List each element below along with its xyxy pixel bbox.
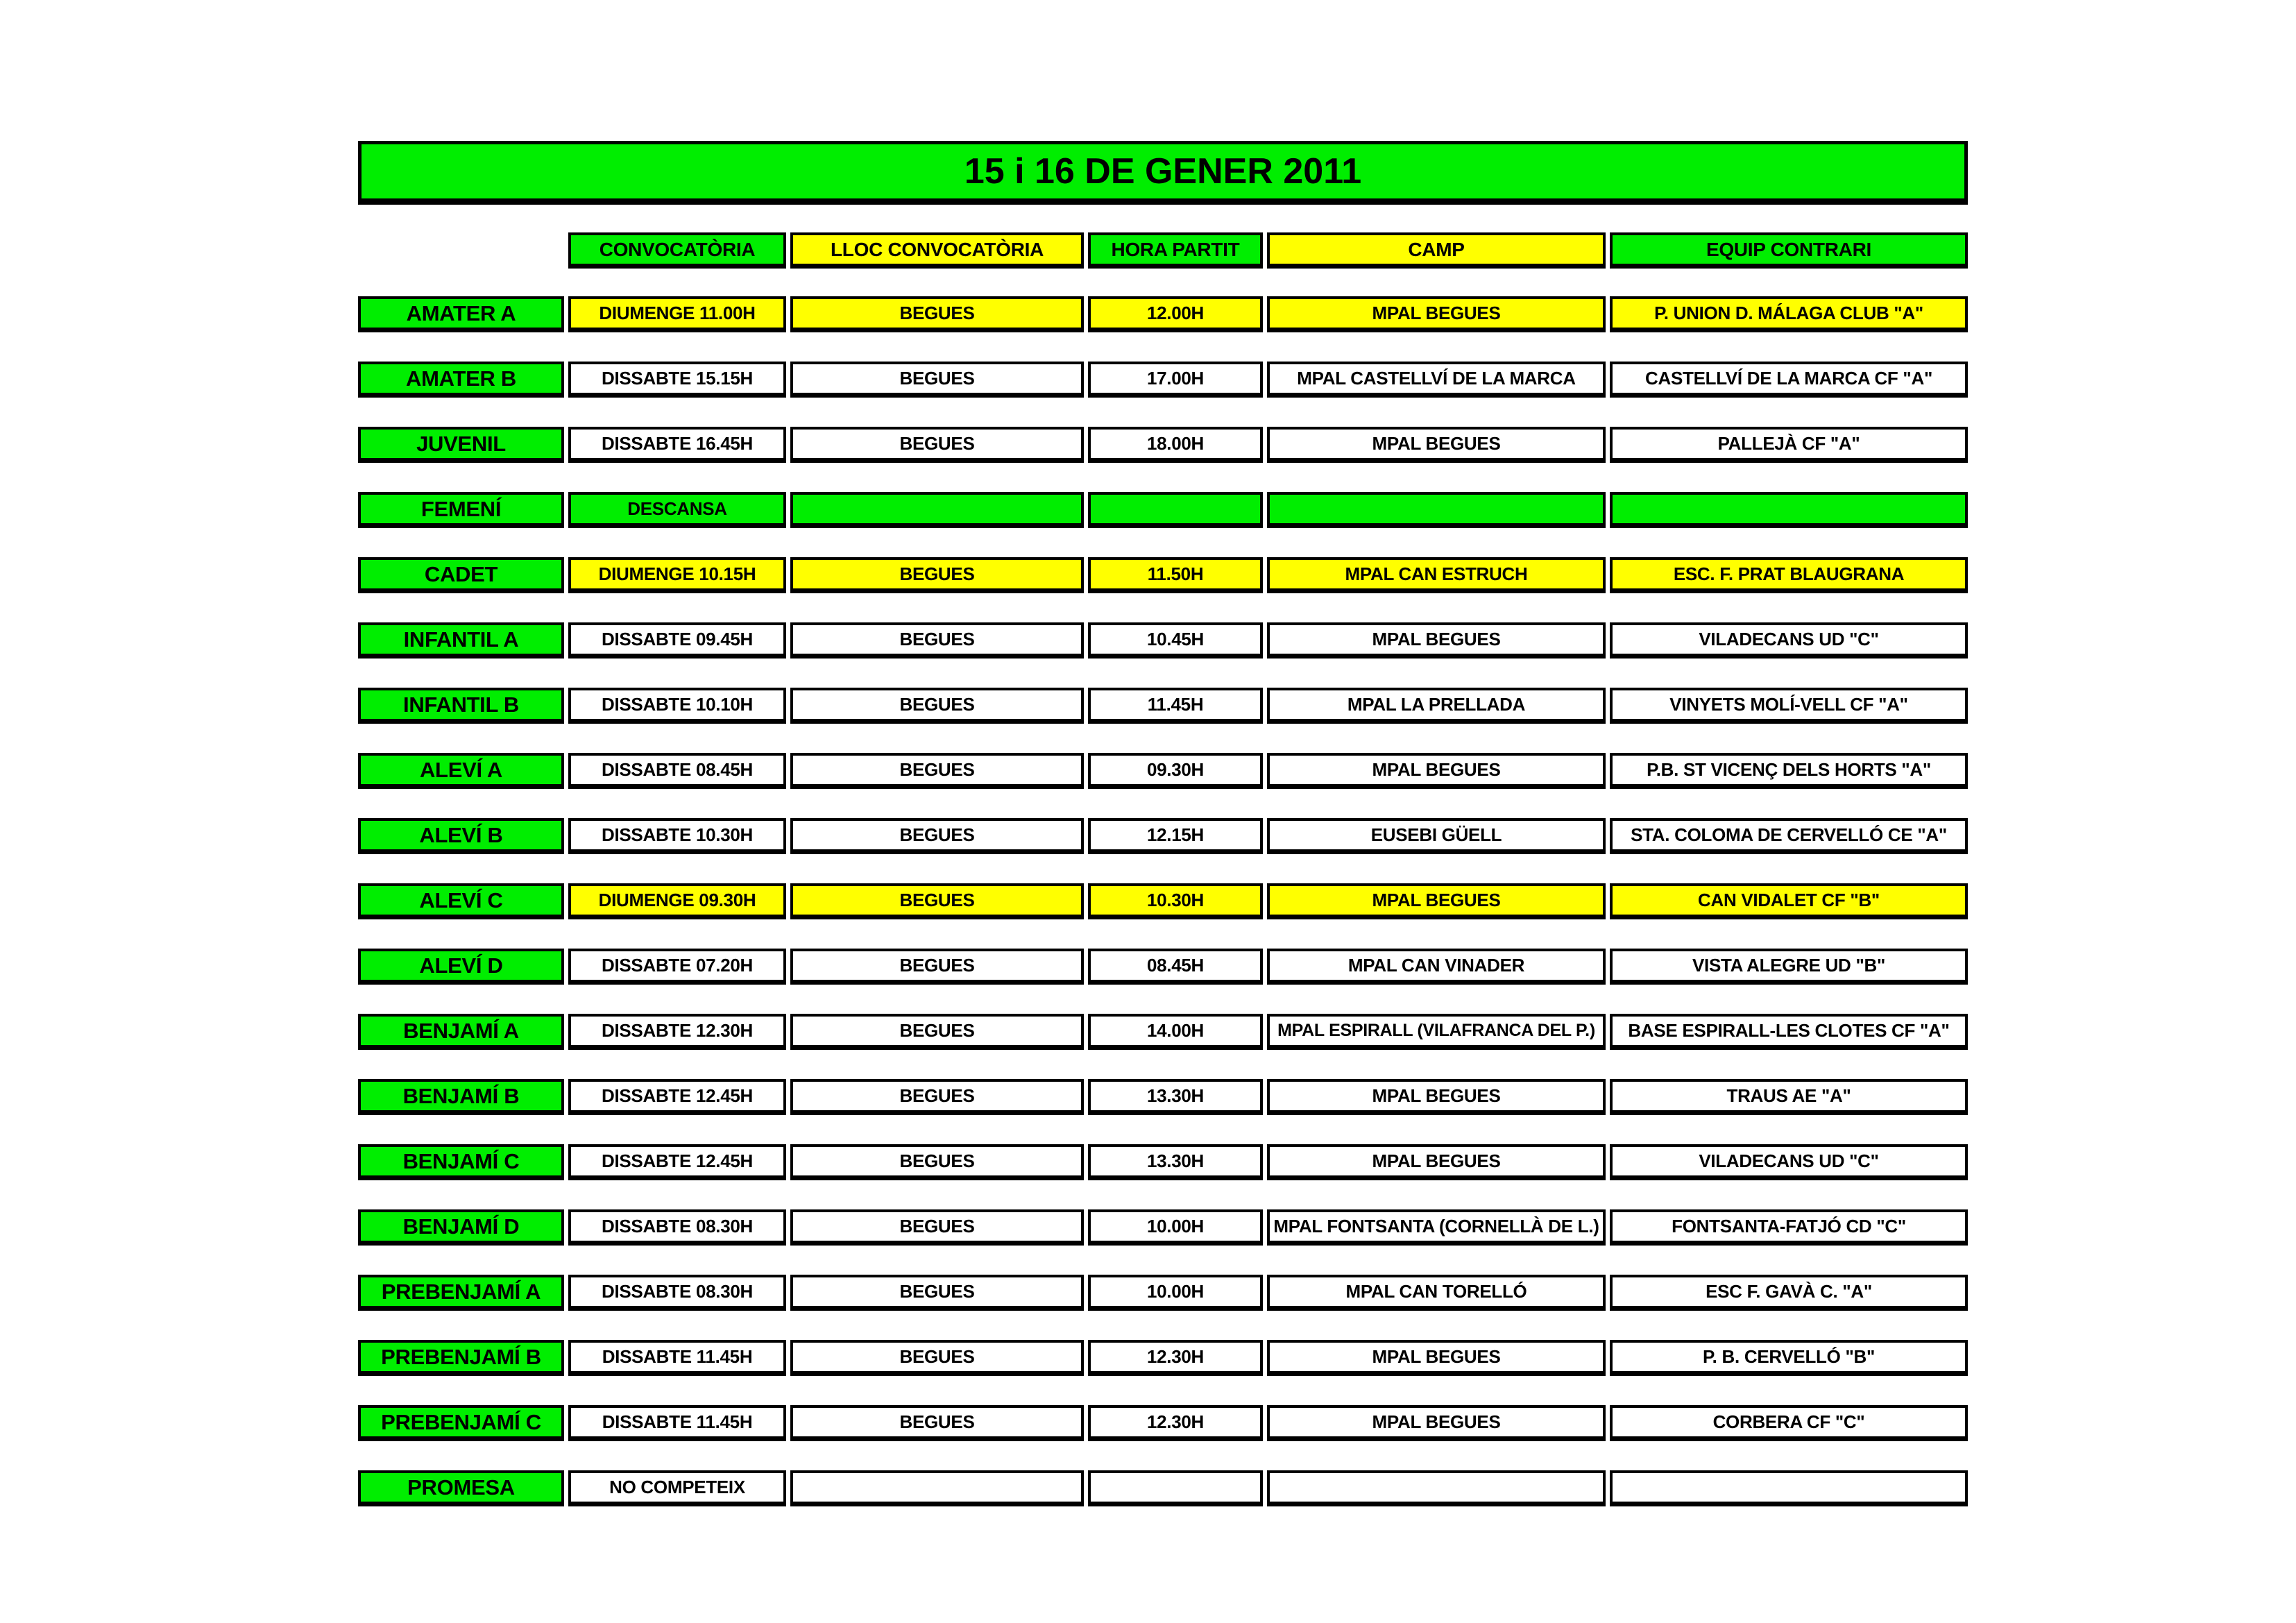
table-row-prebenjam-b [358,1340,1968,1376]
lloc-convocatoria-cell: BEGUES [790,362,1084,398]
header-camp: CAMP [1267,232,1606,269]
equip-contrari-cell: BASE ESPIRALL-LES CLOTES CF "A" [1610,1014,1968,1050]
page-title [358,141,1968,205]
camp-cell: MPAL BEGUES [1267,1405,1606,1441]
hora-partit-cell: 10.00H [1088,1275,1263,1311]
equip-contrari-cell: VILADECANS UD "C" [1610,1144,1968,1180]
convocatoria-cell: DISSABTE 12.45H [568,1079,786,1115]
convocatoria-cell: DISSABTE 08.45H [568,753,786,789]
convocatoria-cell: DISSABTE 12.30H [568,1014,786,1050]
team-label-cell: AMATER B [358,362,564,398]
header-hora-partit: HORA PARTIT [1088,232,1263,269]
camp-cell: MPAL BEGUES [1267,753,1606,789]
convocatoria-cell: DIUMENGE 11.00H [568,296,786,332]
hora-partit-cell [1088,492,1263,528]
lloc-convocatoria-cell: BEGUES [790,1079,1084,1115]
team-label-cell: BENJAMÍ D [358,1209,564,1246]
hora-partit-cell: 12.30H [1088,1405,1263,1441]
lloc-convocatoria-cell: BEGUES [790,1144,1084,1180]
schedule-sheet [358,141,1968,1506]
page-title-text: 15 i 16 DE GENER 2011 [964,151,1362,192]
team-label-cell: PREBENJAMÍ C [358,1405,564,1441]
convocatoria-cell: DISSABTE 16.45H [568,427,786,463]
camp-cell: MPAL BEGUES [1267,296,1606,332]
lloc-convocatoria-cell: BEGUES [790,753,1084,789]
camp-cell: MPAL BEGUES [1267,1340,1606,1376]
team-label-cell: BENJAMÍ C [358,1144,564,1180]
equip-contrari-cell: PALLEJÀ CF "A" [1610,427,1968,463]
camp-cell: MPAL BEGUES [1267,1144,1606,1180]
camp-cell: MPAL BEGUES [1267,427,1606,463]
camp-cell: MPAL CAN ESTRUCH [1267,557,1606,593]
lloc-convocatoria-cell: BEGUES [790,296,1084,332]
table-row-juvenil [358,427,1968,463]
camp-cell: MPAL BEGUES [1267,1079,1606,1115]
camp-cell: MPAL BEGUES [1267,883,1606,919]
hora-partit-cell: 12.15H [1088,818,1263,854]
camp-cell: MPAL CAN VINADER [1267,949,1606,985]
header-row [568,232,1968,269]
equip-contrari-cell: TRAUS AE "A" [1610,1079,1968,1115]
equip-contrari-cell: FONTSANTA-FATJÓ CD "C" [1610,1209,1968,1246]
convocatoria-cell: DISSABTE 15.15H [568,362,786,398]
lloc-convocatoria-cell: BEGUES [790,1209,1084,1246]
table-row-cadet [358,557,1968,593]
team-label-cell: ALEVÍ D [358,949,564,985]
table-row-benjam-a [358,1014,1968,1050]
equip-contrari-cell: ESC. F. PRAT BLAUGRANA [1610,557,1968,593]
convocatoria-cell: DISSABTE 07.20H [568,949,786,985]
equip-contrari-cell [1610,1470,1968,1506]
equip-contrari-cell [1610,492,1968,528]
equip-contrari-cell: CORBERA CF "C" [1610,1405,1968,1441]
lloc-convocatoria-cell: BEGUES [790,427,1084,463]
camp-cell: EUSEBI GÜELL [1267,818,1606,854]
equip-contrari-cell: CAN VIDALET CF "B" [1610,883,1968,919]
schedule-rows [358,296,1968,1506]
team-label-cell: JUVENIL [358,427,564,463]
equip-contrari-cell: STA. COLOMA DE CERVELLÓ CE "A" [1610,818,1968,854]
camp-cell: MPAL BEGUES [1267,622,1606,658]
hora-partit-cell: 17.00H [1088,362,1263,398]
convocatoria-cell: DESCANSA [568,492,786,528]
convocatoria-cell: DISSABTE 10.10H [568,688,786,724]
camp-cell: MPAL CASTELLVÍ DE LA MARCA [1267,362,1606,398]
hora-partit-cell: 10.00H [1088,1209,1263,1246]
equip-contrari-cell: ESC F. GAVÀ C. "A" [1610,1275,1968,1311]
hora-partit-cell: 09.30H [1088,753,1263,789]
table-row-benjam-d [358,1209,1968,1246]
convocatoria-cell: DISSABTE 08.30H [568,1275,786,1311]
hora-partit-cell: 08.45H [1088,949,1263,985]
team-label-cell: ALEVÍ C [358,883,564,919]
lloc-convocatoria-cell [790,492,1084,528]
hora-partit-cell: 12.00H [1088,296,1263,332]
camp-cell: MPAL ESPIRALL (VILAFRANCA DEL P.) [1267,1014,1606,1050]
lloc-convocatoria-cell: BEGUES [790,557,1084,593]
team-label-cell: PREBENJAMÍ B [358,1340,564,1376]
team-label-cell: INFANTIL B [358,688,564,724]
table-row-infantil-b [358,688,1968,724]
lloc-convocatoria-cell: BEGUES [790,1275,1084,1311]
equip-contrari-cell: VINYETS MOLÍ-VELL CF "A" [1610,688,1968,724]
hora-partit-cell: 12.30H [1088,1340,1263,1376]
header-convocatoria: CONVOCATÒRIA [568,232,786,269]
convocatoria-cell: DISSABTE 09.45H [568,622,786,658]
table-row-prebenjam-a [358,1275,1968,1311]
hora-partit-cell: 11.45H [1088,688,1263,724]
equip-contrari-cell: P.B. ST VICENÇ DELS HORTS "A" [1610,753,1968,789]
team-label-cell: INFANTIL A [358,622,564,658]
lloc-convocatoria-cell [790,1470,1084,1506]
team-label-cell: PROMESA [358,1470,564,1506]
convocatoria-cell: DIUMENGE 10.15H [568,557,786,593]
hora-partit-cell [1088,1470,1263,1506]
lloc-convocatoria-cell: BEGUES [790,688,1084,724]
convocatoria-cell: DISSABTE 11.45H [568,1405,786,1441]
table-row-benjam-c [358,1144,1968,1180]
lloc-convocatoria-cell: BEGUES [790,1014,1084,1050]
table-row-alev-d [358,949,1968,985]
lloc-convocatoria-cell: BEGUES [790,1340,1084,1376]
hora-partit-cell: 13.30H [1088,1144,1263,1180]
table-row-promesa [358,1470,1968,1506]
hora-partit-cell: 13.30H [1088,1079,1263,1115]
table-row-benjam-b [358,1079,1968,1115]
convocatoria-cell: DISSABTE 08.30H [568,1209,786,1246]
lloc-convocatoria-cell: BEGUES [790,883,1084,919]
team-label-cell: AMATER A [358,296,564,332]
hora-partit-cell: 10.45H [1088,622,1263,658]
equip-contrari-cell: VISTA ALEGRE UD "B" [1610,949,1968,985]
camp-cell [1267,492,1606,528]
table-row-prebenjam-c [358,1405,1968,1441]
header-equip-contrari: EQUIP CONTRARI [1610,232,1968,269]
team-label-cell: FEMENÍ [358,492,564,528]
lloc-convocatoria-cell: BEGUES [790,1405,1084,1441]
lloc-convocatoria-cell: BEGUES [790,949,1084,985]
equip-contrari-cell: P. UNION D. MÁLAGA CLUB "A" [1610,296,1968,332]
team-label-cell: PREBENJAMÍ A [358,1275,564,1311]
hora-partit-cell: 18.00H [1088,427,1263,463]
hora-partit-cell: 14.00H [1088,1014,1263,1050]
convocatoria-cell: DISSABTE 10.30H [568,818,786,854]
table-row-femen- [358,492,1968,528]
hora-partit-cell: 11.50H [1088,557,1263,593]
lloc-convocatoria-cell: BEGUES [790,622,1084,658]
equip-contrari-cell: P. B. CERVELLÓ "B" [1610,1340,1968,1376]
convocatoria-cell: DIUMENGE 09.30H [568,883,786,919]
table-row-alev-c [358,883,1968,919]
camp-cell: MPAL CAN TORELLÓ [1267,1275,1606,1311]
hora-partit-cell: 10.30H [1088,883,1263,919]
convocatoria-cell: NO COMPETEIX [568,1470,786,1506]
header-lloc-convocatoria: LLOC CONVOCATÒRIA [790,232,1084,269]
camp-cell [1267,1470,1606,1506]
team-label-cell: ALEVÍ B [358,818,564,854]
team-label-cell: BENJAMÍ B [358,1079,564,1115]
table-row-amater-b [358,362,1968,398]
equip-contrari-cell: CASTELLVÍ DE LA MARCA CF "A" [1610,362,1968,398]
camp-cell: MPAL FONTSANTA (CORNELLÀ DE L.) [1267,1209,1606,1246]
convocatoria-cell: DISSABTE 12.45H [568,1144,786,1180]
lloc-convocatoria-cell: BEGUES [790,818,1084,854]
convocatoria-cell: DISSABTE 11.45H [568,1340,786,1376]
equip-contrari-cell: VILADECANS UD "C" [1610,622,1968,658]
team-label-cell: ALEVÍ A [358,753,564,789]
team-label-cell: CADET [358,557,564,593]
team-label-cell: BENJAMÍ A [358,1014,564,1050]
table-row-alev-b [358,818,1968,854]
table-row-infantil-a [358,622,1968,658]
table-row-amater-a [358,296,1968,332]
camp-cell: MPAL LA PRELLADA [1267,688,1606,724]
table-row-alev-a [358,753,1968,789]
